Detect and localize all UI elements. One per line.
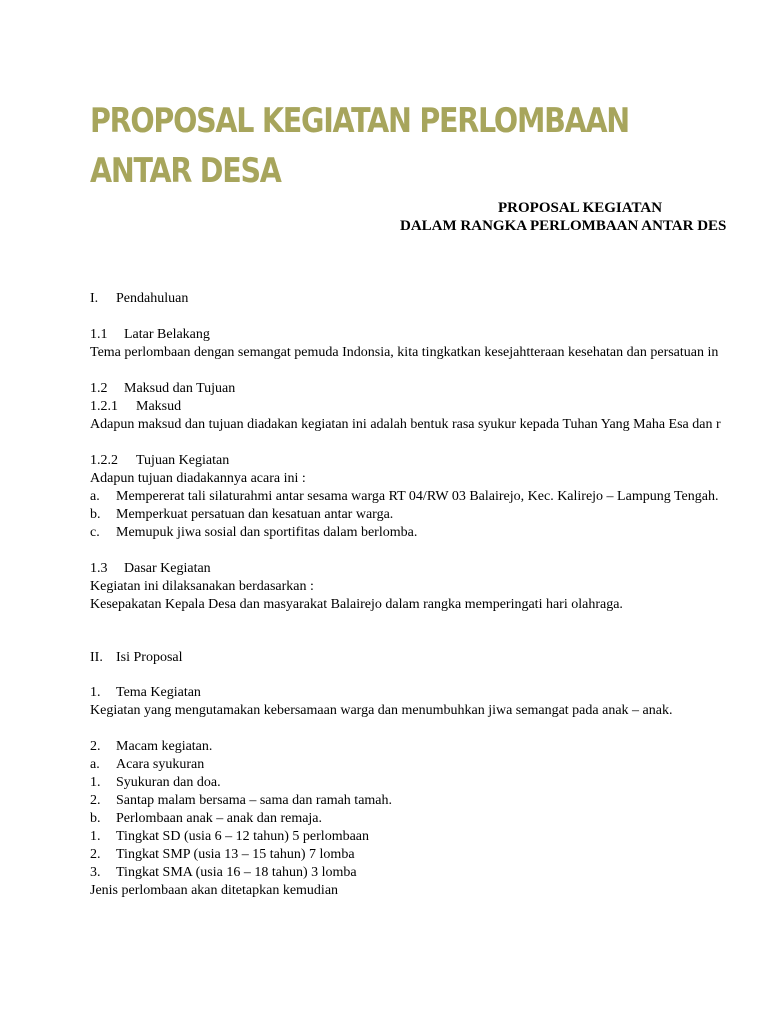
list-item	[90, 810, 322, 828]
list-marker: b.	[90, 811, 101, 826]
subsection-number: 1.3	[90, 561, 108, 576]
subsection-label: Macam kegiatan.	[116, 739, 213, 754]
list-text: Perlombaan anak – anak dan remaja.	[116, 811, 323, 826]
list-item	[90, 488, 718, 506]
subsection-number: 1.	[90, 685, 101, 700]
subsection-heading	[90, 326, 210, 344]
list-marker: 1.	[90, 829, 101, 844]
subsection-heading	[90, 380, 235, 398]
subsection-label: Latar Belakang	[124, 327, 210, 342]
list-text: Tingkat SD (usia 6 – 12 tahun) 5 perlombaan	[116, 829, 370, 844]
list-marker: 1.	[90, 775, 101, 790]
subsection-heading	[90, 738, 212, 756]
list-text: Mempererat tali silaturahmi antar sesama warga RT 04/RW 03 Balairejo, Kec. Kalirejo – Lampung Tengah.	[116, 489, 719, 504]
section-number: I.	[90, 291, 99, 306]
subsection-number: 2.	[90, 739, 101, 754]
paragraph: Kegiatan yang mengutamakan kebersamaan warga dan menumbuhkan jiwa semangat pada anak – anak.	[90, 703, 673, 718]
list-item	[90, 864, 357, 882]
subsection-heading	[90, 452, 229, 470]
list-item	[90, 846, 355, 864]
subsection-heading	[90, 560, 211, 578]
subsection-number: 1.1	[90, 327, 108, 342]
document-title	[90, 96, 629, 196]
list-text: Syukuran dan doa.	[116, 775, 221, 790]
paragraph: Tema perlombaan dengan semangat pemuda Indonsia, kita tingkatkan kesejahtteraan kesehatan dan persatuan in	[90, 345, 719, 360]
subsection-number: 1.2.2	[90, 453, 118, 468]
list-item	[90, 756, 204, 774]
section-heading	[90, 649, 183, 667]
list-text: Tingkat SMP (usia 13 – 15 tahun) 7 lomba	[116, 847, 355, 862]
subsection-heading	[90, 398, 181, 416]
subsection-heading	[90, 684, 201, 702]
list-marker: 2.	[90, 793, 101, 808]
subsection-label: Maksud	[136, 399, 182, 414]
heading-line-2: DALAM RANGKA PERLOMBAAN ANTAR DES	[400, 218, 727, 234]
list-text: Santap malam bersama – sama dan ramah tamah.	[116, 793, 393, 808]
title-line-1: PROPOSAL KEGIATAN PERLOMBAAN	[90, 101, 629, 141]
list-item	[90, 792, 392, 810]
paragraph: Adapun maksud dan tujuan diadakan kegiatan ini adalah bentuk rasa syukur kepada Tuhan Yang Maha Esa dan r	[90, 417, 721, 432]
subsection-number: 1.2.1	[90, 399, 118, 414]
title-line-2: ANTAR DESA	[90, 151, 281, 191]
list-item	[90, 774, 221, 792]
list-marker: b.	[90, 507, 101, 522]
list-text: Acara syukuran	[116, 757, 205, 772]
list-marker: c.	[90, 525, 100, 540]
section-label: Isi Proposal	[116, 650, 183, 665]
list-text: Memupuk jiwa sosial dan sportifitas dalam berlomba.	[116, 525, 418, 540]
paragraph: Jenis perlombaan akan ditetapkan kemudian	[90, 883, 339, 898]
paragraph: Kegiatan ini dilaksanakan berdasarkan :	[90, 579, 314, 594]
section-number: II.	[90, 650, 103, 665]
paragraph: Adapun tujuan diadakannya acara ini :	[90, 471, 306, 486]
list-text: Tingkat SMA (usia 16 – 18 tahun) 3 lomba	[116, 865, 357, 880]
subsection-label: Tema Kegiatan	[116, 685, 201, 700]
heading-line-1: PROPOSAL KEGIATAN	[498, 200, 663, 216]
subsection-label: Maksud dan Tujuan	[124, 381, 236, 396]
paragraph: Kesepakatan Kepala Desa dan masyarakat Balairejo dalam rangka memperingati hari olahraga.	[90, 597, 623, 612]
list-item	[90, 506, 393, 524]
section-heading	[90, 290, 188, 308]
list-text: Memperkuat persatuan dan kesatuan antar warga.	[116, 507, 394, 522]
list-marker: 3.	[90, 865, 101, 880]
proposal-heading	[400, 199, 726, 235]
list-marker: 2.	[90, 847, 101, 862]
subsection-label: Dasar Kegiatan	[124, 561, 211, 576]
list-marker: a.	[90, 489, 100, 504]
subsection-label: Tujuan Kegiatan	[136, 453, 230, 468]
list-item	[90, 828, 369, 846]
list-item	[90, 524, 417, 542]
section-label: Pendahuluan	[116, 291, 189, 306]
subsection-number: 1.2	[90, 381, 108, 396]
list-marker: a.	[90, 757, 100, 772]
